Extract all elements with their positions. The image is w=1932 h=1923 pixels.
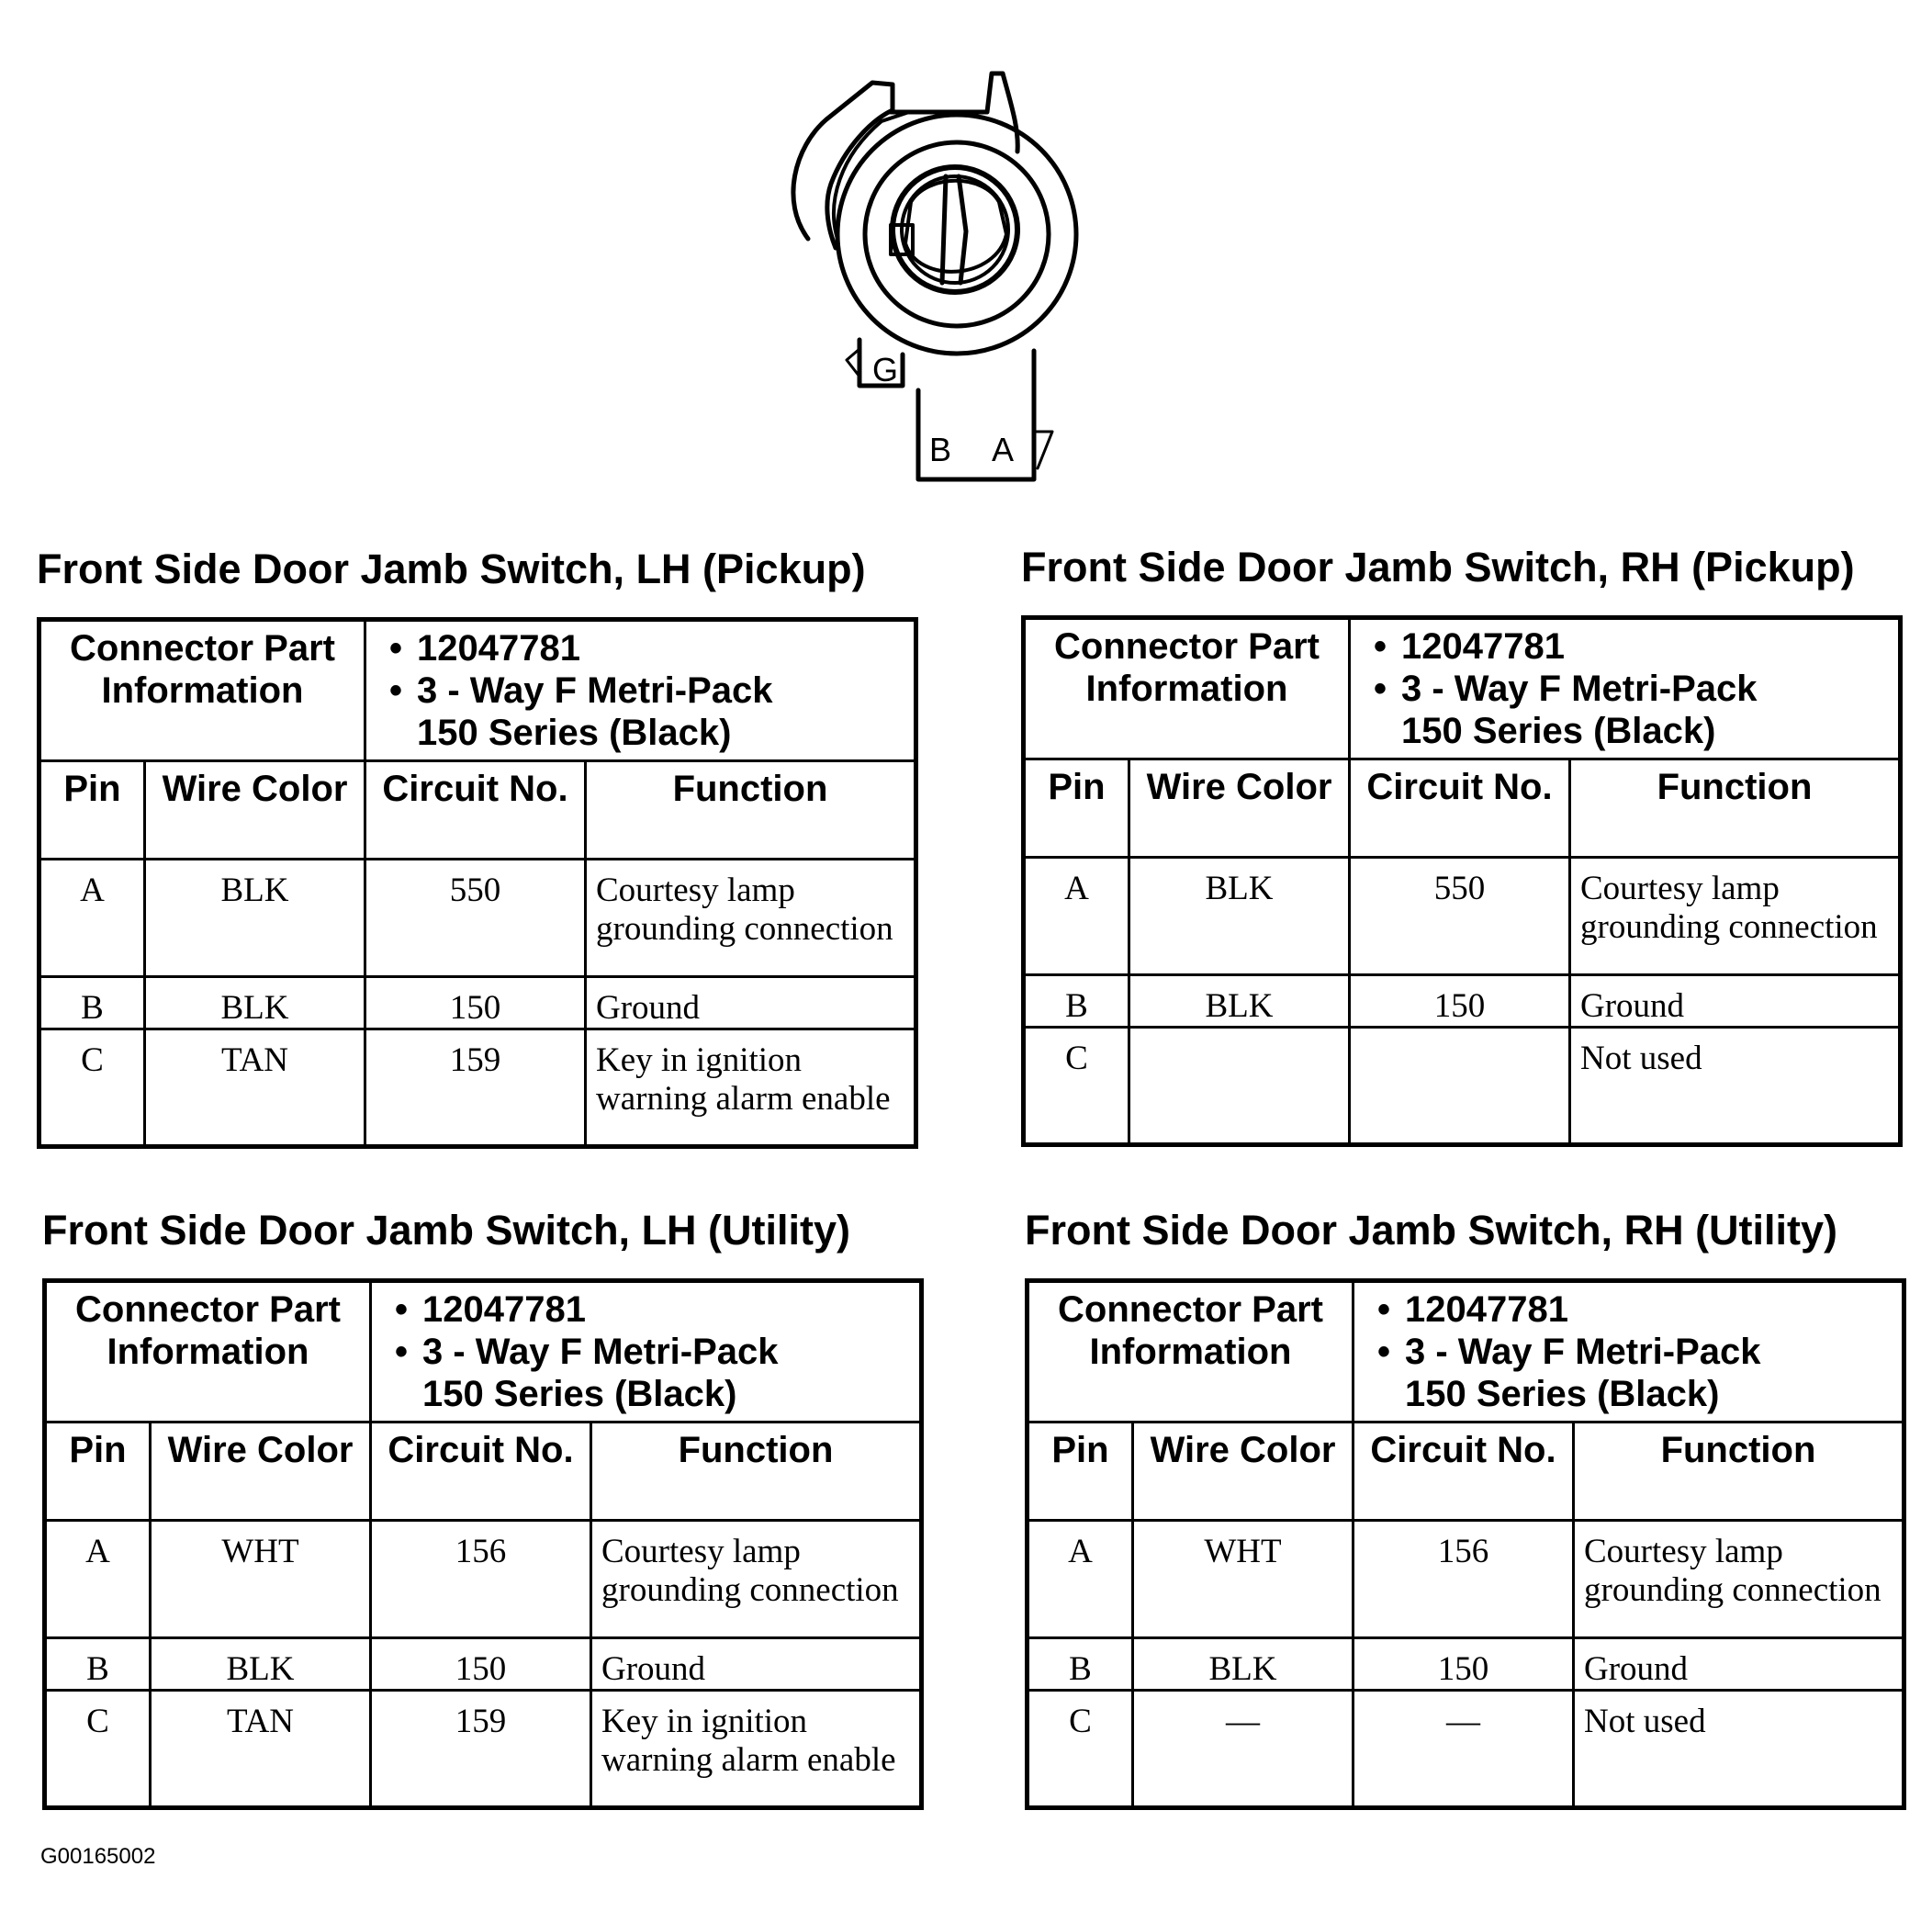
connector-info-line: • 3 - Way F Metri-Pack xyxy=(1401,668,1898,710)
circuit-no-cell: 550 xyxy=(1350,858,1570,975)
connector-part-info xyxy=(1354,1281,1904,1423)
function-cell: Courtesy lamp grounding connection xyxy=(1570,858,1901,975)
function-column-header: Function xyxy=(1574,1423,1904,1521)
table-row xyxy=(39,860,916,977)
pin-cell: B xyxy=(39,977,145,1029)
circuit-no-column-header: Circuit No. xyxy=(1350,759,1570,858)
pin-column-header: Pin xyxy=(45,1423,151,1521)
wire-color-cell: BLK xyxy=(1129,975,1350,1028)
pin-cell: B xyxy=(1028,1638,1133,1691)
function-column-header: Function xyxy=(1570,759,1901,858)
function-cell: Key in ignition warning alarm enable xyxy=(586,1029,916,1147)
connector-table-block xyxy=(1021,536,1903,1147)
wire-color-cell: WHT xyxy=(151,1521,371,1638)
wire-color-cell: TAN xyxy=(151,1691,371,1808)
wire-color-column-header: Wire Color xyxy=(145,761,365,860)
connector-info-line: • 3 - Way F Metri-Pack xyxy=(417,669,914,712)
connector-info-line: 150 Series (Black) xyxy=(1401,711,1716,751)
pin-label-g: G xyxy=(872,351,899,388)
function-cell: Courtesy lamp grounding connection xyxy=(586,860,916,977)
function-cell: Ground xyxy=(1574,1638,1904,1691)
connector-part-label: Connector Part Information xyxy=(1024,618,1350,759)
connector-face-drawing xyxy=(790,64,1093,487)
wire-color-cell: BLK xyxy=(1133,1638,1354,1691)
figure-id: G00165002 xyxy=(40,1844,156,1869)
pinout-table xyxy=(37,617,918,1149)
connector-info-line: • 3 - Way F Metri-Pack xyxy=(422,1331,919,1373)
connector-part-info xyxy=(371,1281,922,1423)
connector-diagram xyxy=(790,64,1093,487)
circuit-no-column-header: Circuit No. xyxy=(371,1423,591,1521)
circuit-no-cell: 150 xyxy=(365,977,586,1029)
function-cell: Key in ignition warning alarm enable xyxy=(591,1691,922,1808)
table-title: Front Side Door Jamb Switch, LH (Pickup) xyxy=(37,545,866,592)
wire-color-cell: TAN xyxy=(145,1029,365,1147)
connector-info-line: • 12047781 xyxy=(422,1288,919,1331)
wire-color-column-header: Wire Color xyxy=(151,1423,371,1521)
wire-color-cell: BLK xyxy=(145,860,365,977)
table-row xyxy=(1024,858,1901,975)
circuit-no-cell: 159 xyxy=(371,1691,591,1808)
wire-color-cell: BLK xyxy=(1129,858,1350,975)
wire-color-cell xyxy=(1129,1028,1350,1145)
pinout-table xyxy=(1025,1278,1906,1810)
pin-cell: A xyxy=(1024,858,1129,975)
pin-cell: C xyxy=(45,1691,151,1808)
wire-color-cell: BLK xyxy=(145,977,365,1029)
wire-color-column-header: Wire Color xyxy=(1133,1423,1354,1521)
pin-cell: B xyxy=(1024,975,1129,1028)
connector-info-line: • 3 - Way F Metri-Pack xyxy=(1405,1331,1902,1373)
circuit-no-column-header: Circuit No. xyxy=(1354,1423,1574,1521)
table-row xyxy=(45,1638,922,1691)
table-row xyxy=(1028,1521,1904,1638)
function-cell: Ground xyxy=(1570,975,1901,1028)
pin-column-header: Pin xyxy=(1024,759,1129,858)
pin-cell: C xyxy=(1024,1028,1129,1145)
function-cell: Not used xyxy=(1570,1028,1901,1145)
connector-part-info xyxy=(1350,618,1901,759)
circuit-no-cell: 150 xyxy=(1350,975,1570,1028)
wire-color-cell: — xyxy=(1133,1691,1354,1808)
function-column-header: Function xyxy=(591,1423,922,1521)
connector-part-label: Connector Part Information xyxy=(39,620,365,761)
circuit-no-cell: 150 xyxy=(371,1638,591,1691)
table-title: Front Side Door Jamb Switch, RH (Utility) xyxy=(1025,1207,1838,1254)
function-cell: Courtesy lamp grounding connection xyxy=(1574,1521,1904,1638)
pin-cell: A xyxy=(45,1521,151,1638)
table-title: Front Side Door Jamb Switch, RH (Pickup) xyxy=(1021,544,1855,590)
pin-column-header: Pin xyxy=(39,761,145,860)
function-cell: Courtesy lamp grounding connection xyxy=(591,1521,922,1638)
table-title: Front Side Door Jamb Switch, LH (Utility) xyxy=(42,1207,851,1254)
pin-cell: C xyxy=(39,1029,145,1147)
pinout-table xyxy=(42,1278,924,1810)
table-row xyxy=(1024,975,1901,1028)
wire-color-cell: BLK xyxy=(151,1638,371,1691)
pin-cell: C xyxy=(1028,1691,1133,1808)
connector-part-label: Connector Part Information xyxy=(1028,1281,1354,1423)
table-row xyxy=(45,1521,922,1638)
pin-cell: A xyxy=(39,860,145,977)
connector-table-block xyxy=(42,1199,924,1810)
connector-part-label: Connector Part Information xyxy=(45,1281,371,1423)
pinout-table xyxy=(1021,615,1903,1147)
circuit-no-cell: 156 xyxy=(371,1521,591,1638)
circuit-no-cell: — xyxy=(1354,1691,1574,1808)
function-cell: Not used xyxy=(1574,1691,1904,1808)
table-row xyxy=(1028,1691,1904,1808)
circuit-no-cell: 550 xyxy=(365,860,586,977)
table-row xyxy=(39,1029,916,1147)
circuit-no-cell: 150 xyxy=(1354,1638,1574,1691)
connector-info-line: • 12047781 xyxy=(1401,625,1898,668)
table-row xyxy=(1024,1028,1901,1145)
connector-table-block xyxy=(37,538,918,1149)
connector-part-info xyxy=(365,620,916,761)
pin-cell: A xyxy=(1028,1521,1133,1638)
connector-table-block xyxy=(1025,1199,1906,1810)
function-column-header: Function xyxy=(586,761,916,860)
connector-info-line: 150 Series (Black) xyxy=(1405,1374,1720,1414)
circuit-no-cell: 156 xyxy=(1354,1521,1574,1638)
table-row xyxy=(45,1691,922,1808)
pin-label-b: B xyxy=(929,431,952,468)
connector-info-line: • 12047781 xyxy=(1405,1288,1902,1331)
circuit-no-cell xyxy=(1350,1028,1570,1145)
circuit-no-cell: 159 xyxy=(365,1029,586,1147)
table-row xyxy=(39,977,916,1029)
circuit-no-column-header: Circuit No. xyxy=(365,761,586,860)
wire-color-column-header: Wire Color xyxy=(1129,759,1350,858)
connector-info-line: 150 Series (Black) xyxy=(422,1374,737,1414)
function-cell: Ground xyxy=(591,1638,922,1691)
table-row xyxy=(1028,1638,1904,1691)
connector-info-line: 150 Series (Black) xyxy=(417,713,732,753)
pin-label-a: A xyxy=(992,431,1015,468)
pin-cell: B xyxy=(45,1638,151,1691)
pin-column-header: Pin xyxy=(1028,1423,1133,1521)
connector-info-line: • 12047781 xyxy=(417,627,914,669)
function-cell: Ground xyxy=(586,977,916,1029)
wire-color-cell: WHT xyxy=(1133,1521,1354,1638)
